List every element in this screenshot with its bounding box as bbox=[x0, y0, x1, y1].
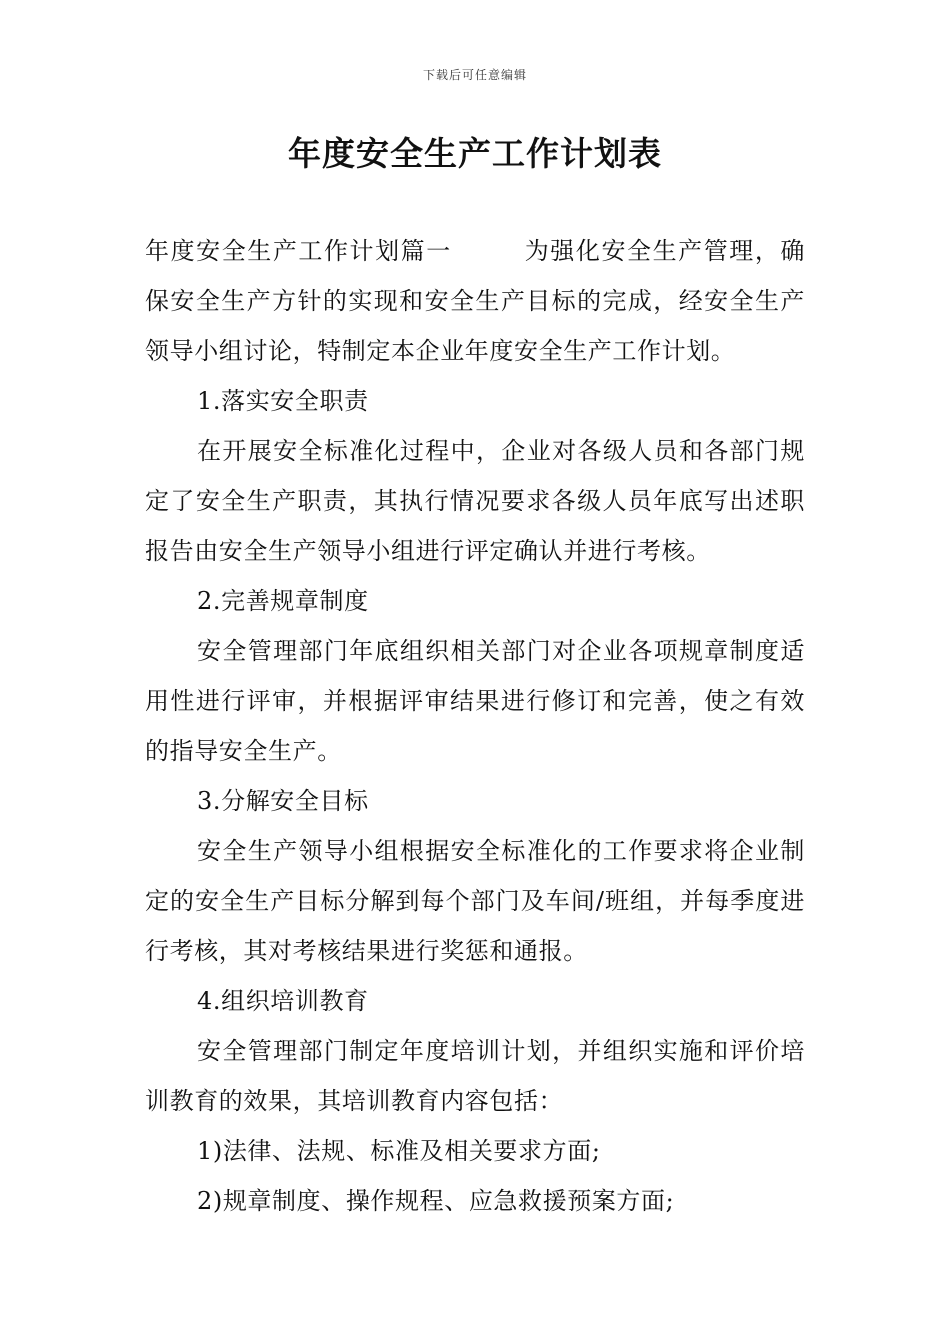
section-heading-4: 4.组织培训教育 bbox=[197, 987, 369, 1015]
section-body-2: 安全管理部门年底组织相关部门对企业各项规章制度适用性进行评审，并根据评审结果进行修订和完善，使之有效的指导安全生产。 bbox=[145, 637, 805, 765]
list-item-1: 1)法律、法规、标准及相关要求方面; bbox=[197, 1137, 601, 1165]
section-heading-3: 3.分解安全目标 bbox=[197, 787, 369, 815]
section-heading-2: 2.完善规章制度 bbox=[197, 587, 369, 615]
list-item-2: 2)规章制度、操作规程、应急救援预案方面; bbox=[197, 1187, 675, 1215]
section-body-4: 安全管理部门制定年度培训计划，并组织实施和评价培训教育的效果，其培训教育内容包括： bbox=[145, 1037, 805, 1115]
document-body bbox=[145, 226, 805, 1226]
intro-lead: 年度安全生产工作计划篇一 bbox=[145, 237, 452, 265]
section-heading-1: 1.落实安全职责 bbox=[197, 387, 369, 415]
section-body-3: 安全生产领导小组根据安全标准化的工作要求将企业制定的安全生产目标分解到每个部门及车间/班组，并每季度进行考核，其对考核结果进行奖惩和通报。 bbox=[145, 837, 805, 965]
intro-paragraph bbox=[145, 226, 805, 376]
header-note: 下载后可任意编辑 bbox=[422, 68, 527, 82]
intro-text: 为强化安全生产管理，确保安全生产方针的实现和安全生产目标的完成，经安全生产领导小组讨论，特制定本企业年度安全生产工作计划。 bbox=[145, 237, 805, 365]
section-body-1: 在开展安全标准化过程中，企业对各级人员和各部门规定了安全生产职责，其执行情况要求各级人员年底写出述职报告由安全生产领导小组进行评定确认并进行考核。 bbox=[145, 437, 805, 565]
document-title: 年度安全生产工作计划表 bbox=[288, 134, 662, 173]
